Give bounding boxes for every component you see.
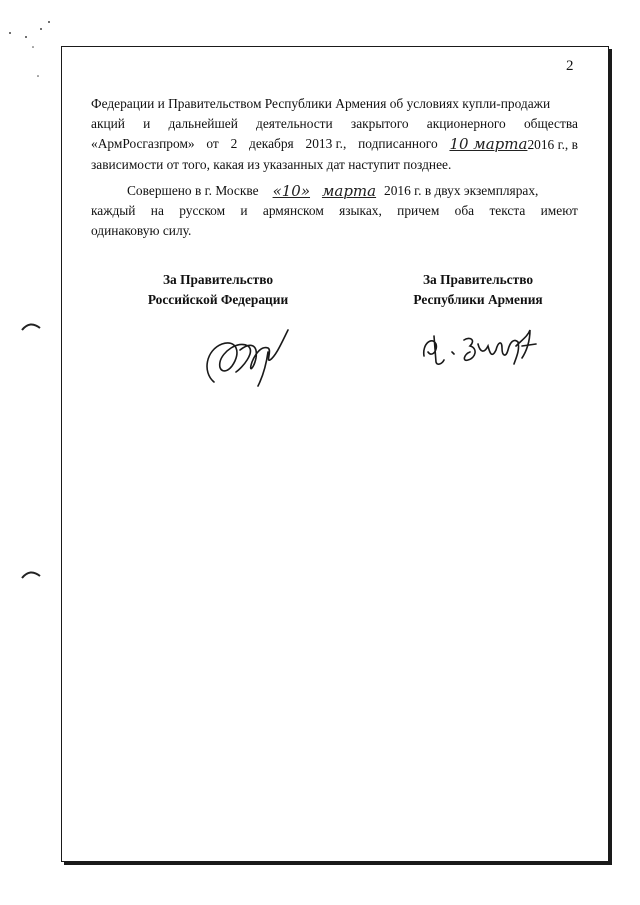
text-word: общества (523, 116, 578, 131)
scan-mark-top (0, 0, 60, 90)
text-word: деятельности (256, 116, 333, 131)
text-line (91, 155, 578, 175)
text-word: акционерного (426, 116, 506, 131)
text-phrase: Совершено в г. Москве (127, 183, 259, 198)
text-word: Федерации и Правительством Республики Армения об условиях купли-продажи (91, 96, 551, 111)
text-line (91, 94, 578, 114)
text-word: имеют (540, 203, 578, 218)
text-word: 2016 г., в (527, 137, 578, 152)
text-word: армянском (262, 203, 324, 218)
text-word: и (240, 203, 248, 218)
text-word: текста (489, 203, 526, 218)
text-line (91, 221, 578, 241)
text-word: от (206, 136, 219, 151)
text-word: на (150, 203, 164, 218)
handwritten-date: 10 марта (449, 135, 528, 153)
signatory-armenia (358, 270, 598, 310)
text-word: закрытого (350, 116, 409, 131)
scan-dot (25, 36, 27, 38)
text-word: дальнейшей (168, 116, 238, 131)
scan-dot (48, 21, 50, 23)
paragraph-continuation (91, 94, 578, 175)
text-word: декабря (249, 136, 294, 151)
scan-dot (37, 75, 39, 77)
text-phrase: 2016 г. в двух экземплярах, (384, 183, 539, 198)
text-word: каждый (91, 203, 136, 218)
signatory-line: Российской Федерации (147, 292, 289, 307)
paragraph-signed (91, 181, 578, 241)
scan-dot (40, 28, 42, 30)
signatory-line: За Правительство (422, 272, 534, 287)
scan-dot (32, 46, 34, 48)
hole-punch-mark (20, 318, 44, 334)
signing-date-group (449, 134, 578, 155)
text-line (91, 181, 578, 201)
page-number: 2 (566, 58, 574, 74)
signature-armenia (418, 322, 548, 368)
text-word: зависимости от того, какая из указанных дат наступит позднее. (91, 157, 452, 172)
text-word: одинаковую силу. (91, 223, 192, 238)
text-word: русском (179, 203, 226, 218)
text-word: оба (454, 203, 475, 218)
signatory-line: Республики Армения (413, 292, 543, 307)
hole-punch-mark (20, 566, 44, 582)
text-line (91, 134, 578, 155)
text-word: подписанного (358, 136, 438, 151)
text-line (91, 201, 578, 221)
text-word: и (143, 116, 151, 131)
signatory-line: За Правительство (162, 272, 274, 287)
handwritten-day: «10» (272, 182, 311, 200)
text-word: акций (91, 116, 125, 131)
signature-russia (192, 322, 302, 388)
text-word: причем (397, 203, 440, 218)
text-word: языках, (339, 203, 382, 218)
signatory-russia (98, 270, 338, 310)
text-word: 2 (230, 136, 238, 151)
scan-dot (9, 32, 11, 34)
text-word: 2013 г., (305, 136, 347, 151)
text-line (91, 114, 578, 134)
text-word: «АрмРосгазпром» (91, 136, 195, 151)
handwritten-month: марта (321, 182, 377, 200)
